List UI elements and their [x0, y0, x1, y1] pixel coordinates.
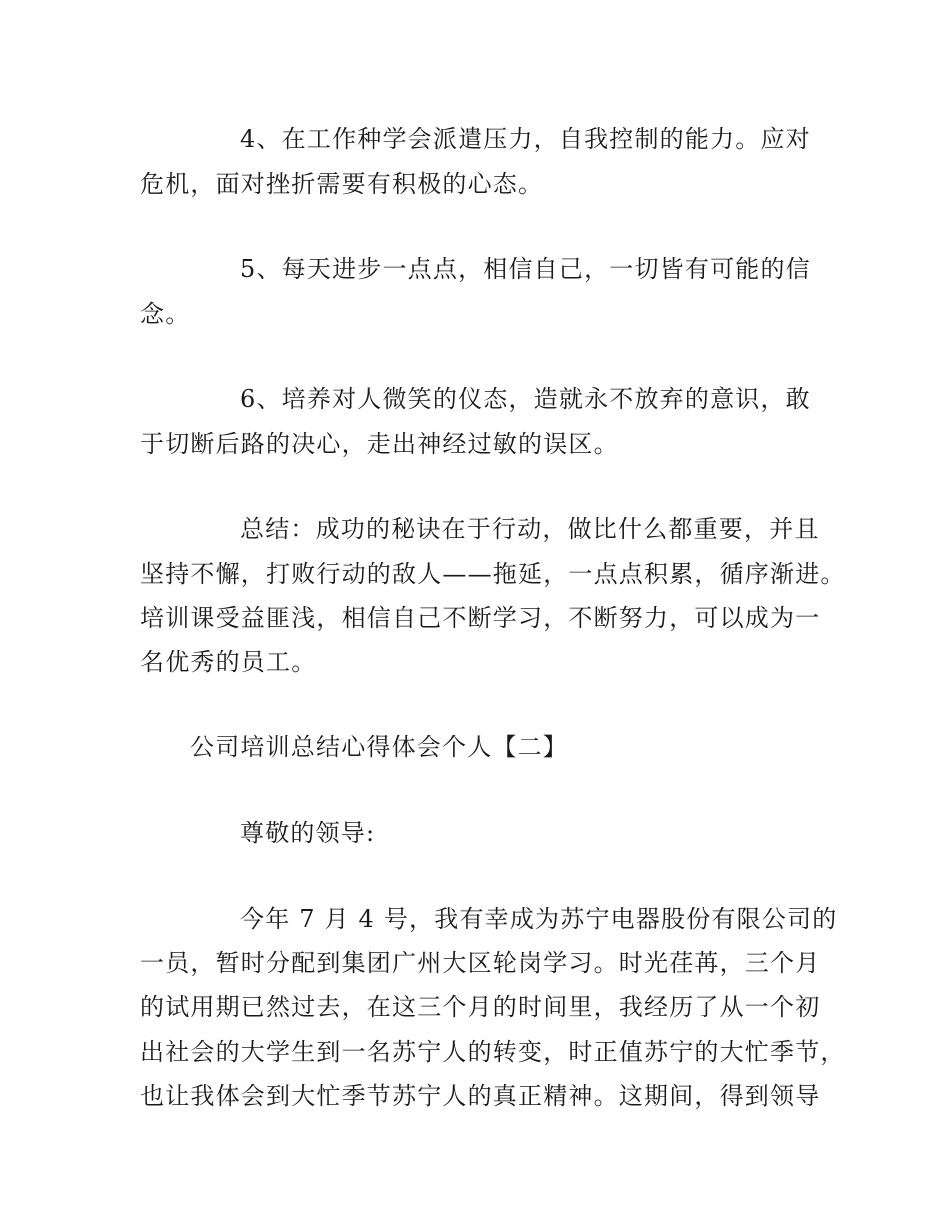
body-line-5: 也让我体会到大忙季节苏宁人的真正精神。这期间，得到领导 [140, 1082, 821, 1110]
body-line-3: 的试用期已然过去，在这三个月的时间里，我经历了从一个初 [140, 993, 821, 1021]
summary-line-4: 名优秀的员工。 [140, 648, 317, 676]
body-line-1: 今年 7 月 4 号，我有幸成为苏宁电器股份有限公司的 [240, 905, 838, 933]
paragraph-5-line-1: 5、每天进步一点点，相信自己，一切皆有可能的信 [240, 255, 811, 283]
section-heading: 公司培训总结心得体会个人【二】 [190, 733, 568, 761]
summary-line-3: 培训课受益匪浅，相信自己不断学习，不断努力，可以成为一 [140, 604, 821, 632]
paragraph-6-line-2: 于切断后路的决心，走出神经过敏的误区。 [140, 430, 619, 458]
body-line-2: 一员，暂时分配到集团广州大区轮岗学习。时光荏苒，三个月 [140, 949, 821, 977]
paragraph-4-line-2: 危机，面对挫折需要有积极的心态。 [140, 170, 544, 198]
summary-line-2: 坚持不懈，打败行动的敌人——拖延，一点点积累，循序渐进。 [140, 560, 846, 588]
paragraph-4-line-1: 4、在工作种学会派遣压力，自我控制的能力。应对 [240, 125, 811, 153]
paragraph-6-line-1: 6、培养对人微笑的仪态，造就永不放弃的意识，敢 [240, 385, 811, 413]
summary-line-1: 总结：成功的秘诀在于行动，做比什么都重要，并且 [240, 515, 820, 543]
paragraph-5-line-2: 念。 [140, 300, 191, 328]
salutation: 尊敬的领导: [240, 819, 376, 847]
body-line-4: 出社会的大学生到一名苏宁人的转变，时正值苏宁的大忙季节， [140, 1038, 846, 1066]
